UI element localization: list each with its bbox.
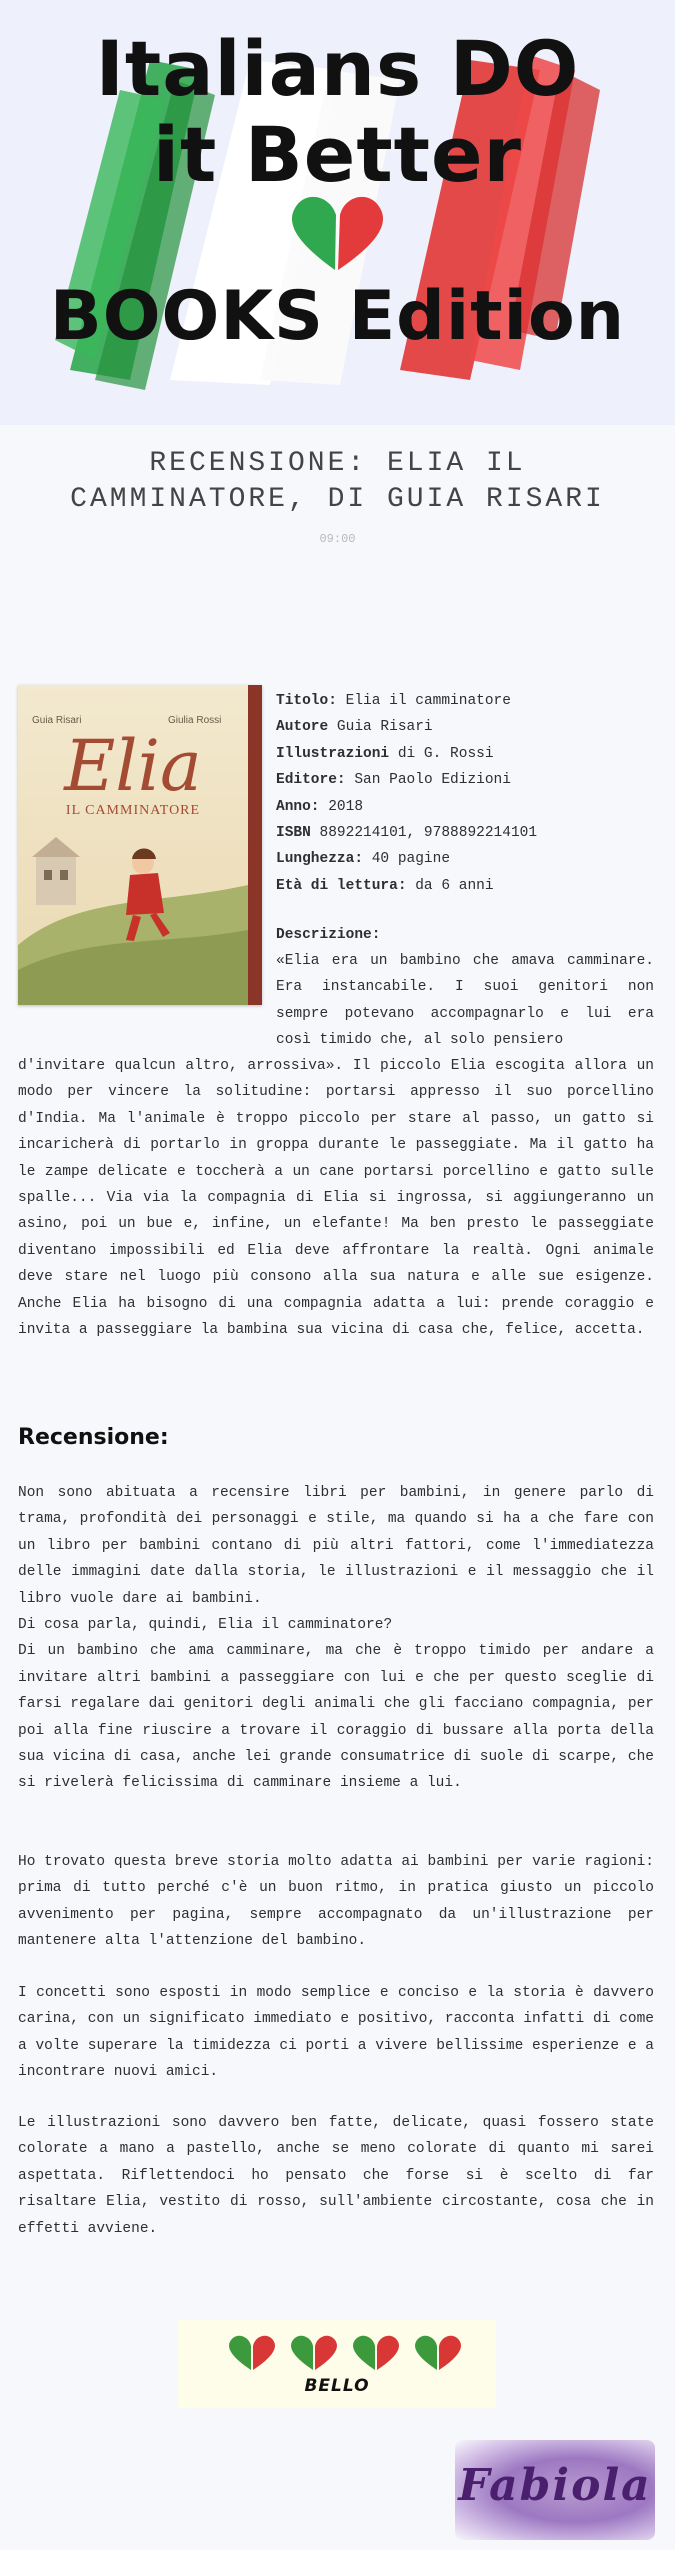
cover-title: Elia	[64, 725, 202, 807]
info-row-age: Età di lettura: da 6 anni	[276, 877, 494, 894]
header-banner[interactable]	[0, 0, 675, 425]
banner-title-line-1: Italians DO	[95, 24, 580, 113]
rating-heart-icon	[229, 2336, 275, 2370]
cover-illustrator: Giulia Rossi	[168, 715, 222, 726]
info-row-isbn: ISBN 8892214101, 9788892214101	[276, 825, 538, 842]
cover-spine	[248, 685, 262, 1005]
banner-title-line-2: it Better	[153, 110, 522, 199]
cover-author: Guia Risari	[32, 715, 82, 726]
info-row-author: Autore Guia Risari	[276, 719, 433, 736]
review-paragraph-3: I concetti sono esposti in modo semplice e conciso e la storia è davvero carina, con un significato immediato e positivo, racconta infatti di come a volte superare la timidezza ci porti a vivere bellissime esperienze e a incontrare nuovi amici.	[18, 1985, 654, 2081]
review-p1-answer: Di un bambino che ama camminare, ma che è troppo timido per andare a invitare altri bambini a passeggiare con lui e che per questo sceglie di farsi regalare dai genitori degli animali che gli facciano compagnia, per poi alla fine riuscire a trovare il coraggio di bussare alla porta della sua vicina di casa, anche lei grande consumatrice di suole di scarpe, che si rivelerà felicissima di camminare insieme a lui.	[18, 1643, 654, 1792]
post-title[interactable]: RECENSIONE: ELIA IL CAMMINATORE, DI GUIA RISARI	[70, 448, 605, 515]
cover-subtitle: IL CAMMINATORE	[65, 803, 201, 818]
review-paragraph-1	[18, 1480, 654, 1797]
cover-illustration	[18, 835, 248, 1005]
rating-badge	[178, 2320, 496, 2408]
signature-image	[455, 2440, 655, 2540]
review-heading: Recensione:	[18, 1425, 169, 1450]
book-info	[276, 688, 656, 899]
description-text: d'invitare qualcun altro, arrossiva». Il piccolo Elia escogita allora un modo per vincere la solitudine: portarsi appresso il suo porcellino d'India. Ma l'animale è troppo piccolo per stare al passo, un gatto si incaricherà di portarlo in groppa durante le passeggiate. Ma il gatto ha le zampe delicate e toccherà a un cane portarsi porcellino e gatto sulle spalle... Via via la compagnia di Elia si ingrossa, si aggiungeranno un asino, poi un bue e, infine, un elefante! Ma ben presto le passeggiate diventano impossibili ed Elia deve affrontare la realtà. Ogni animale deve stare nel luogo più consono alla sua natura e alle sue esigenze. Anche Elia ha bisogno di una compagnia adatta a lui: prende coraggio e invita a passeggiare la bambina sua vicina di casa che, felice, accetta.	[18, 1058, 654, 1339]
review-paragraph-2: Ho trovato questa breve storia molto adatta ai bambini per varie ragioni: prima di tutto perché c'è un buon ritmo, in pratica giusto un piccolo avvenimento per pagina, sempre accompagnato da un'illustrazione per mantenere alta l'attenzione del bambino.	[18, 1854, 654, 1950]
info-row-title: Titolo: Elia il camminatore	[276, 693, 511, 709]
info-row-year: Anno: 2018	[276, 798, 364, 815]
rating-heart-icon	[353, 2336, 399, 2370]
rating-heart-icon	[415, 2336, 461, 2370]
description-text-beside-cover: «Elia era un bambino che amava camminare. Era instancabile. I suoi genitori non sempre potevano accompagnarlo e lui era così timido che, al solo pensiero	[276, 953, 654, 1049]
rating-label: BELLO	[304, 2376, 370, 2396]
info-row-illustrations: Illustrazioni di G. Rossi	[276, 745, 494, 762]
info-row-length: Lunghezza: 40 pagine	[276, 851, 451, 868]
signature-text: Fabiola	[458, 2460, 652, 2511]
info-row-publisher: Editore: San Paolo Edizioni	[276, 772, 511, 789]
review-p1-question: Di cosa parla, quindi, Elia il camminatore?	[18, 1617, 393, 1634]
book-cover-image[interactable]	[18, 685, 262, 1005]
rating-hearts	[207, 2330, 467, 2374]
review-p1-intro: Non sono abituata a recensire libri per bambini, in genere parlo di trama, profondità dei personaggi e stile, ma quando si ha a che fare con un libro per bambini contano di più altri fattori, come l'immediatezza delle immagini date dalla storia, le illustrazioni e il messaggio che il libro vuole dare ai bambini.	[18, 1485, 654, 1607]
post-time: 09:00	[319, 532, 356, 546]
review-paragraph-4: Le illustrazioni sono davvero ben fatte, delicate, quasi fossero state colorate a mano a pastello, anche se meno colorate di quanto mi sarei aspettata. Riflettendoci ho pensato che forse si è scelto di far risaltare Elia, vestito di rosso, sull'ambiente circostante, cosa che in effetti avviene.	[18, 2115, 654, 2237]
description-heading: Descrizione:	[276, 927, 381, 943]
rating-heart-icon	[291, 2336, 337, 2370]
banner-subtitle: BOOKS Edition	[49, 277, 626, 356]
